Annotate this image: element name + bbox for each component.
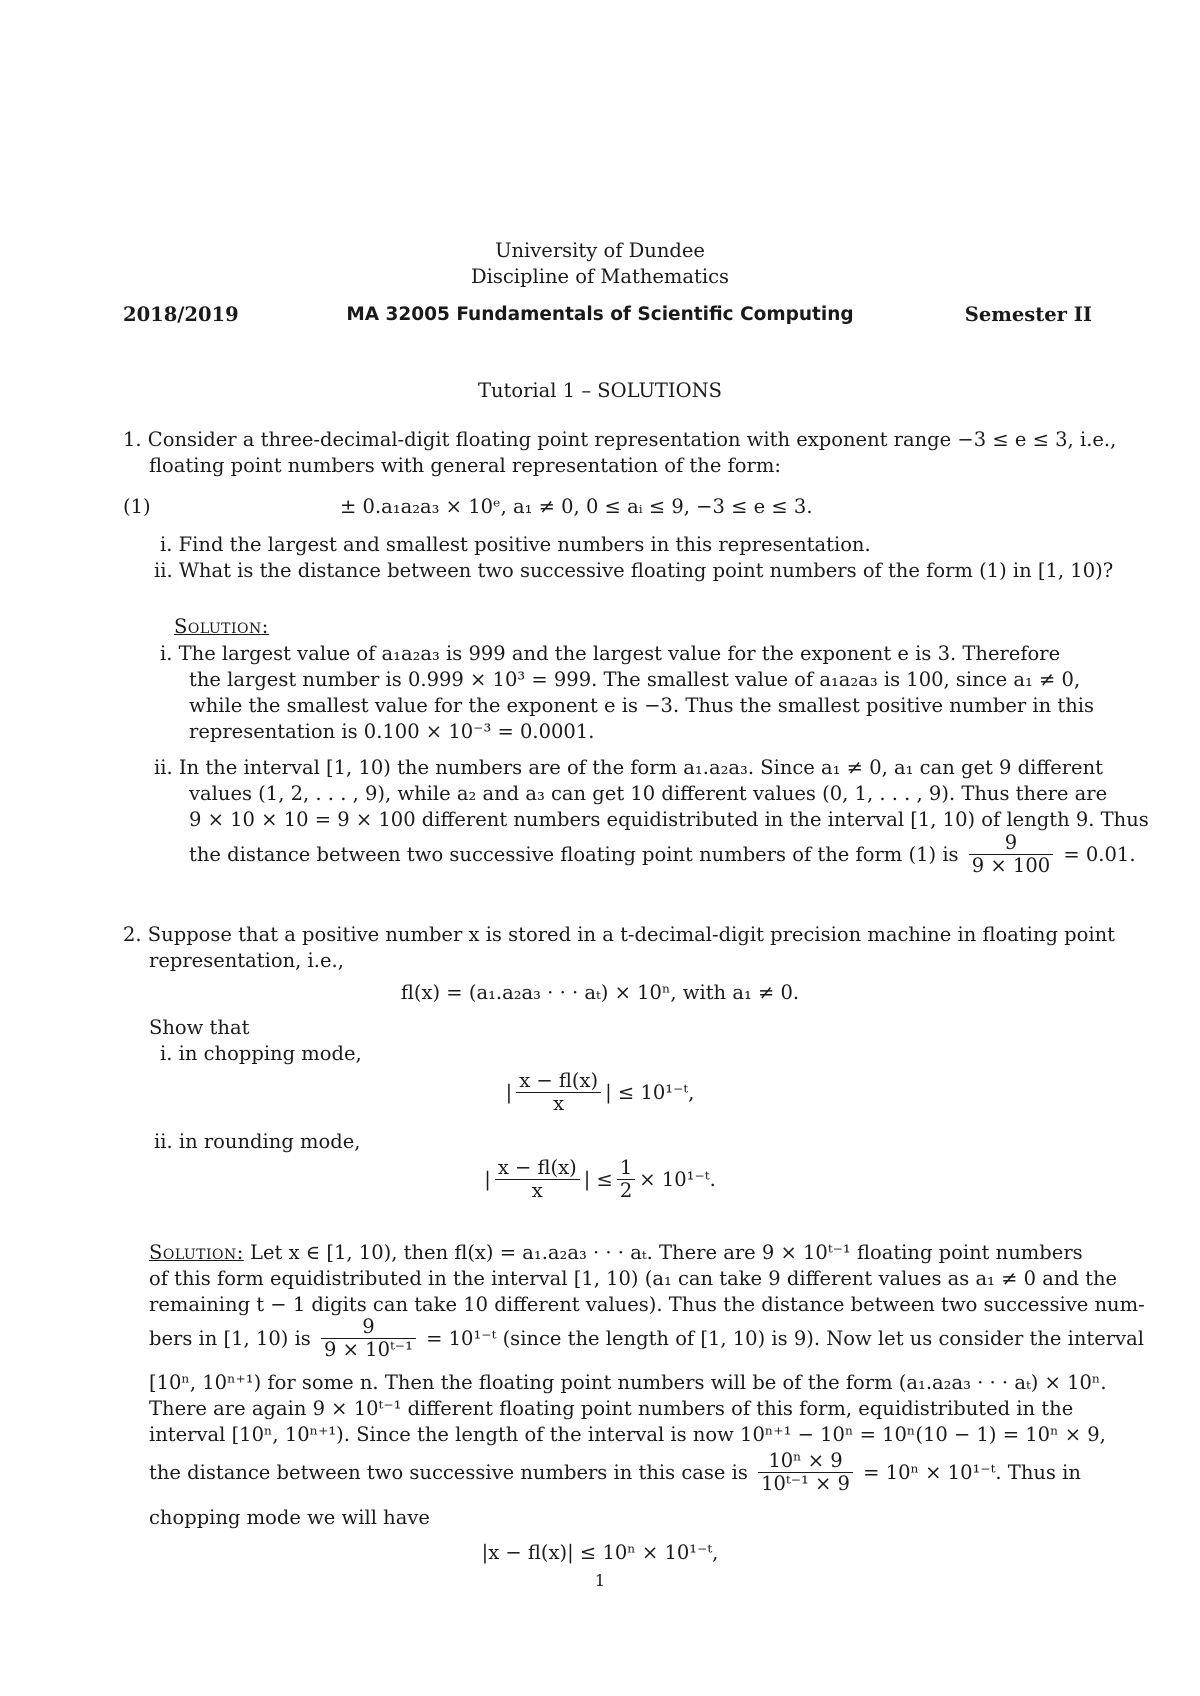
q1-intro-line-2: floating point numbers with general representation of the form: [149, 454, 781, 477]
fraction-numerator: 1 [617, 1157, 635, 1180]
q1-part-ii: ii. What is the distance between two successive floating point numbers of the form (1) in [1, 10)? [154, 559, 1114, 582]
inequality-rhs: | ≤ 10¹⁻ᵗ, [605, 1080, 695, 1104]
q2-show-that: Show that [149, 1016, 250, 1039]
fraction-denominator: 9 × 100 [971, 854, 1051, 877]
tutorial-title: Tutorial 1 – SOLUTIONS [477, 379, 723, 402]
fraction-denominator: x [553, 1092, 565, 1115]
q2-solution-line-9: chopping mode we will have [149, 1506, 430, 1529]
q2-rounding-inequality: | $\frac{x - fl(x)}{x}$ | ≤ $\frac{1}{2}$ × 10¹⁻ᵗ. [484, 1156, 716, 1202]
course-title: MA 32005 Fundamentals of Scientific Computing [346, 304, 854, 325]
q1-intro-line-1: 1. Consider a three-decimal-digit floating point representation with exponent range −3 ≤ e ≤ 3, i.e., [123, 428, 1117, 451]
q1-sol-i-line-3: while the smallest value for the exponent e is −3. Thus the smallest positive number in this [189, 694, 1095, 717]
page-number: 1 [594, 1571, 606, 1590]
q1-sol-ii-last-text: the distance between two successive floating point numbers of the form (1) is [189, 842, 959, 866]
q2-solution-label: Solution: [149, 1241, 244, 1264]
q2-solution-line-5: [10ⁿ, 10ⁿ⁺¹) for some n. Then the floating point numbers will be of the form (a₁.a₂a₃ · · · aₜ) × 10ⁿ. [149, 1371, 1107, 1394]
inequality-rhs: × 10¹⁻ᵗ. [639, 1167, 716, 1191]
q1-sol-ii-line-2: values (1, 2, . . . , 9), while a₂ and a₃ can get 10 different values (0, 1, . . . , 9). Thus there are [189, 782, 1108, 805]
q1-sol-ii-line-4 [189, 832, 1136, 877]
q2-intro-line-1: 2. Suppose that a positive number x is stored in a t-decimal-digit precision machine in floating point [123, 923, 1116, 946]
q2-solution-line-1 [149, 1240, 1083, 1266]
q1-equation: ± 0.a₁a₂a₃ × 10ᵉ, a₁ ≠ 0, 0 ≤ aᵢ ≤ 9, −3 ≤ e ≤ 3. [340, 495, 813, 518]
q1-sol-i-line-4: representation is 0.100 × 10⁻³ = 0.0001. [189, 720, 595, 743]
fraction-denominator: 9 × 10ᵗ⁻¹ [324, 1338, 413, 1361]
fraction-denominator: 2 [619, 1179, 633, 1202]
q2-part-i: i. in chopping mode, [160, 1042, 362, 1065]
q1-sol-i-line-2: the largest number is 0.999 × 10³ = 999. The smallest value of a₁a₂a₃ is 100, since a₁ ≠ 0, [189, 668, 1081, 691]
one-half-fraction [617, 1157, 635, 1202]
q2-solution-line-6: There are again 9 × 10ᵗ⁻¹ different floating point numbers of this form, equidistributed in the [149, 1397, 1074, 1420]
q1-equation-label: (1) [123, 495, 151, 518]
q1-part-i: i. Find the largest and smallest positive numbers in this representation. [160, 533, 871, 556]
academic-year: 2018/2019 [123, 303, 239, 326]
fraction-numerator: 9 [321, 1316, 416, 1339]
q2-solution-line-2: of this form equidistributed in the interval [1, 10) (a₁ can take 9 different values as a₁ ≠ 0 and the [149, 1267, 1118, 1290]
q2-part-ii: ii. in rounding mode, [154, 1130, 361, 1153]
relative-error-fraction [516, 1070, 601, 1115]
fraction-denominator: 10ᵗ⁻¹ × 9 [761, 1472, 850, 1495]
q2-solution-line-7: interval [10ⁿ, 10ⁿ⁺¹). Since the length of the interval is now 10ⁿ⁺¹ − 10ⁿ = 10ⁿ(10 − 1) = 10ⁿ × 9, [149, 1423, 1106, 1446]
q2-intro-line-2: representation, i.e., [149, 949, 344, 972]
fraction-numerator: 9 [969, 832, 1053, 855]
inequality-relation: | ≤ [583, 1167, 613, 1191]
q2-solution-text: Let x ∈ [1, 10), then fl(x) = a₁.a₂a₃ · · · aₜ. There are 9 × 10ᵗ⁻¹ floating point numbers [250, 1241, 1083, 1264]
discipline-name: Discipline of Mathematics [470, 265, 730, 288]
q2-equation: fl(x) = (a₁.a₂a₃ · · · aₜ) × 10ⁿ, with a₁ ≠ 0. [400, 981, 800, 1004]
q1-distance-result: = 0.01. [1063, 842, 1136, 866]
fraction-numerator: x − fl(x) [516, 1070, 601, 1093]
q1-sol-ii-line-3: 9 × 10 × 10 = 9 × 100 different numbers equidistributed in the interval [1, 10) of length 9. Thus [189, 808, 1149, 831]
q1-sol-ii-line-1: ii. In the interval [1, 10) the numbers are of the form a₁.a₂a₃. Since a₁ ≠ 0, a₁ can get 9 different [154, 756, 1103, 779]
q1-solution-label: Solution: [174, 615, 269, 638]
fraction-numerator: x − fl(x) [495, 1157, 580, 1180]
university-name: University of Dundee [495, 239, 705, 262]
fraction-numerator: 10ⁿ × 9 [758, 1450, 853, 1473]
q1-sol-i-line-1: i. The largest value of a₁a₂a₃ is 999 and the largest value for the exponent e is 3. Therefore [160, 642, 1061, 665]
q2-final-equation: |x − fl(x)| ≤ 10ⁿ × 10¹⁻ᵗ, [481, 1541, 719, 1564]
q2-solution-line-3: remaining t − 1 digits can take 10 different values). Thus the distance between two successive num- [149, 1293, 1145, 1316]
q2-solution-line-8: the distance between two successive numbers in this case is $\frac{\text{10ⁿ × 9}}{\text{10ᵗ⁻¹ × 9}}$ = 10ⁿ × 10¹⁻ᵗ. Thus in [149, 1449, 1081, 1495]
fraction-denominator: x [531, 1179, 543, 1202]
q2-solution-line-4: bers in [1, 10) is $\frac{9}{\text{9 × 10ᵗ⁻¹}}$ = 10¹⁻ᵗ (since the length of [1, 10) is 9). Now let us consider the interval [149, 1315, 1145, 1361]
interval-spacing-fraction [758, 1450, 853, 1495]
spacing-fraction [321, 1316, 416, 1361]
relative-error-fraction [495, 1157, 580, 1202]
q2-chopping-inequality: | $\frac{x - fl(x)}{x}$ | ≤ 10¹⁻ᵗ, [505, 1069, 695, 1115]
q1-distance-fraction [969, 832, 1053, 877]
semester-label: Semester II [964, 303, 1092, 326]
